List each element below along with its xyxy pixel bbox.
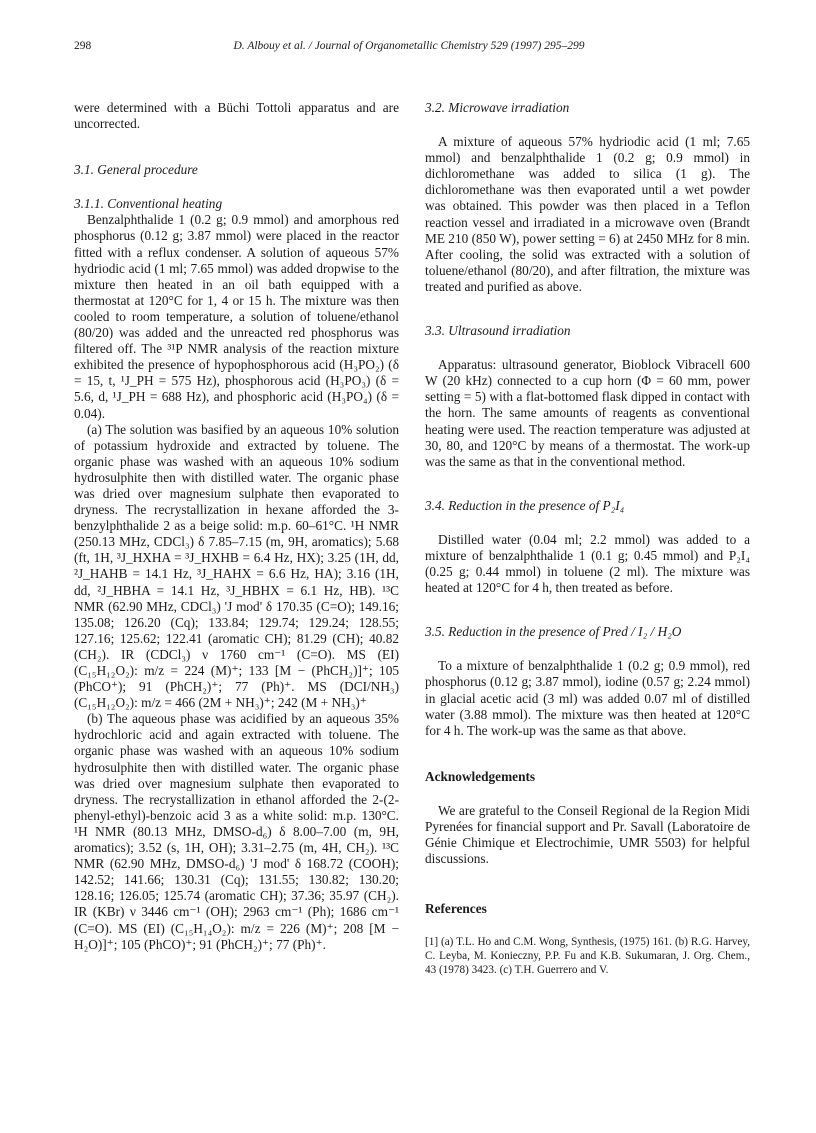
- acknowledgements-text: We are grateful to the Conseil Regional de la Region Midi Pyrenées for financial support and Pr. Savall (Laboratoire de Génie Chimique et Electrochimie, UMR 5503) for helpful discussions.: [425, 802, 750, 867]
- paragraph-a: (a) The solution was basified by an aqueous 10% solution of potassium hydroxide and extracted by toluene. The organic phase was washed with an aqueous 10% sodium hydrosulphite then with distilled water. The organic phase was dried over magnesium sulphate then evaporated to dryness. The recrystallization in hexane afforded the 3-benzylphthalide 2 as a beige solid: m.p. 60–61°C. ¹H NMR (250.13 MHz, CDCl₃) δ 7.85–7.15 (m, 9H, aromatics); 5.68 (ft, 1H, ³J_HXHA = ³J_HXHB = 6.4 Hz, HX); 3.25 (1H, dd, ²J_HAHB = 14.1 Hz, ³J_HAHX = 6.6 Hz, HA); 3.16 (1H, dd, ²J_HBHA = 14.1 Hz, ³J_HBHX = 6.1 Hz, HB). ¹³C NMR (62.90 MHz, CDCl₃) 'J mod' δ 170.35 (C=O); 149.16; 135.08; 126.20 (Cq); 133.84; 129.74; 129.24; 128.55; 127.16; 125.62; 122.41 (aromatic CH); 81.29 (CH); 40.82 (CH₂). IR (CDCl₃) ν 1760 cm⁻¹ (C=O). MS (EI) (C₁₅H₁₂O₂): m/z = 224 (M)⁺; 133 [M − (PhCH₂)]⁺; 105 (PhCO⁺); 91 (PhCH₂)⁺; 77 (Ph)⁺. MS (DCI/NH₃) (C₁₅H₁₂O₂): m/z = 466 (2M + NH₃)⁺; 242 (M + NH₃)⁺: [74, 421, 399, 711]
- section-microwave: 3.2. Microwave irradiation: [425, 100, 570, 115]
- left-column: [74, 100, 399, 953]
- reference-1: [1] (a) T.L. Ho and C.M. Wong, Synthesis, (1975) 161. (b) R.G. Harvey, C. Leyba, M. Konieczny, P.P. Fu and K.B. Sukumaran, J. Org. Chem., 43 (1978) 3423. (c) T.H. Guerrero and V.: [425, 936, 750, 977]
- page-number: 298: [74, 40, 92, 52]
- paragraph-conventional: Benzalphthalide 1 (0.2 g; 0.9 mmol) and amorphous red phosphorus (0.12 g; 3.87 mmol) were placed in the reactor fitted with a reflux condenser. A solution of aqueous 57% hydriodic acid (1 ml; 7.65 mmol) was added dropwise to the mixture then heated in an oil bath equipped with a thermostat at 120°C for 1, 4 or 15 h. The mixture was then cooled to room temperature, a solution of toluene/ethanol (80/20) was added and the unreacted red phosphorus was filtered off. The ³¹P NMR analysis of the reaction mixture exhibited the presence of hypophosphorous acid (H₃PO₂) (δ = 15, t, ¹J_PH = 575 Hz), phosphorous acid (H₃PO₃) (δ = 5.6, d, ¹J_PH = 688 Hz), and phosphoric acid (H₃PO₄) (δ = 0.04).: [74, 212, 399, 421]
- section-general-procedure: 3.1. General procedure: [74, 162, 198, 178]
- right-column: [425, 100, 750, 977]
- paragraph-b: (b) The aqueous phase was acidified by an aqueous 35% hydrochloric acid and again extracted with toluene. The organic phase was washed with an aqueous 10% sodium hydrosulphite then with distilled water. The organic phase was dried over magnesium sulphate then evaporated to dryness. The recrystallization in ethanol afforded the 2-(2-phenyl-ethyl)-benzoic acid 3 as a white solid: m.p. 130°C. ¹H NMR (80.13 MHz, DMSO-d₆) δ 8.00–7.00 (m, 9H, aromatics); 3.52 (s, 1H, OH); 3.31–2.75 (m, 4H, CH₂). ¹³C NMR (62.90 MHz, DMSO-d₆) 'J mod' δ 168.72 (COOH); 142.52; 141.66; 130.31 (Cq); 131.55; 130.82; 130.20; 128.16; 126.05; 125.74 (aromatic CH); 37.36; 35.97 (CH₂). IR (KBr) ν 3446 cm⁻¹ (OH); 2963 cm⁻¹ (Ph); 1686 cm⁻¹ (C=O). MS (EI) (C₁₅H₁₄O₂): m/z = 226 (M)⁺; 208 [M − H₂O)]⁺; 105 (PhCO)⁺; 91 (PhCH₂)⁺; 77 (Ph)⁺.: [74, 711, 399, 952]
- paragraph-pred: To a mixture of benzalphthalide 1 (0.2 g; 0.9 mmol), red phosphorus (0.12 g; 3.87 mmol), iodine (0.57 g; 2.24 mmol) in glacial acetic acid (3 ml) was added 0.07 ml of distilled water (3.88 mmol). The mixture was then heated at 120°C for 4 h. The work-up was the same as that above.: [425, 658, 750, 738]
- paragraph-ultrasound: Apparatus: ultrasound generator, Bioblock Vibracell 600 W (20 kHz) connected to a cup horn (Φ = 60 mm, power setting = 5) with a flat-bottomed flask dipped in contact with the horn. The same amounts of reagents as conventional heating were used. The reaction temperature was adjusted at 30, 80, and 120°C by means of a thermostat. The work-up was the same as that in the conventional method.: [425, 357, 750, 469]
- subsection-conventional-heating: 3.1.1. Conventional heating: [74, 196, 223, 212]
- running-header: [74, 40, 744, 56]
- journal-reference: D. Albouy et al. / Journal of Organometallic Chemistry 529 (1997) 295–299: [233, 40, 585, 52]
- acknowledgements-heading: Acknowledgements: [425, 768, 536, 784]
- section-p2i4: 3.4. Reduction in the presence of P₂I₄: [425, 497, 625, 513]
- references-heading: References: [425, 901, 487, 917]
- paragraph-microwave: A mixture of aqueous 57% hydriodic acid (1 ml; 7.65 mmol) and benzalphthalide 1 (0.2 g; 0.9 mmol) in dichloromethane was added to silica (1 g). The dichloromethane was then evaporated until a wet powder was obtained. This powder was then placed in a Teflon reaction vessel and irradiated in a microwave oven (Brandt ME 210 (850 W), power setting = 6) at 2450 MHz for 8 min. After cooling, the solid was extracted with a solution of toluene/ethanol (80/20), and after filtration, the mixture was treated and purified as above.: [425, 134, 750, 294]
- paragraph-p2i4: Distilled water (0.04 ml; 2.2 mmol) was added to a mixture of benzalphthalide 1 (0.1 g; 0.45 mmol) and P₂I₄ (0.25 g; 0.44 mmol) in toluene (2 ml). The mixture was heated at 120°C for 4 h, then treated as before.: [425, 531, 750, 596]
- section-ultrasound: 3.3. Ultrasound irradiation: [425, 323, 571, 339]
- section-pred: 3.5. Reduction in the presence of Pred / I₂ / H₂O: [425, 624, 682, 640]
- intro-continuation: were determined with a Büchi Tottoli apparatus and are uncorrected.: [74, 100, 399, 132]
